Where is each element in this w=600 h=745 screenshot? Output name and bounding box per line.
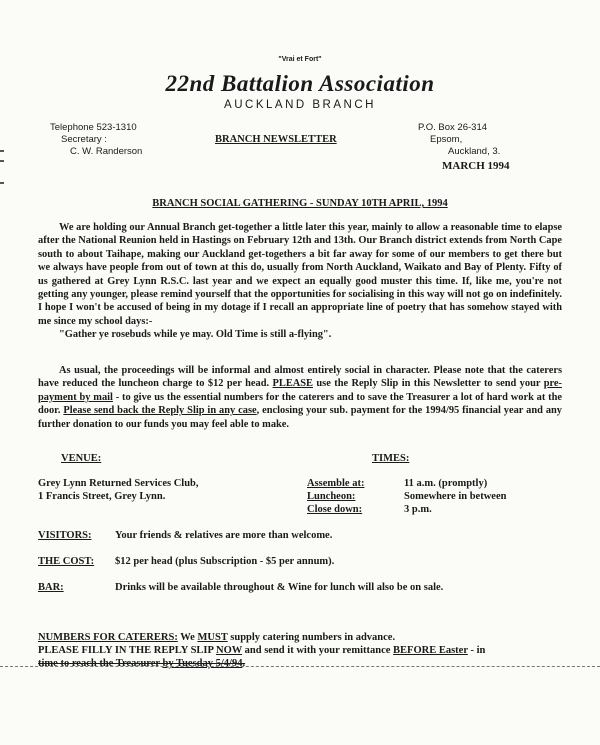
telephone: Telephone 523-1310: [50, 122, 137, 133]
prepayment-emphasis: pre-payment by mail: [38, 378, 562, 403]
caterers-line2-c: - in: [467, 645, 486, 656]
caterers-line-2: [38, 645, 485, 656]
po-suburb: Epsom,: [430, 134, 463, 145]
caterers-line-1: [38, 632, 395, 643]
venue-label: VENUE:: [61, 453, 102, 464]
po-city: Auckland, 3.: [448, 146, 501, 157]
margin-mark: [0, 160, 4, 162]
para2-text-b: use the Reply Slip in this Newsletter to send your: [312, 378, 544, 390]
caterers-label: NUMBERS FOR CATERERS:: [38, 632, 178, 643]
margin-mark: [0, 150, 4, 152]
close-down-value: 3 p.m.: [404, 504, 432, 515]
para2-text-c: - to give us the essential numbers for the caterers and to save the Treasurer a lot of hard work at the door.: [38, 391, 562, 417]
assemble-label: Assemble at:: [307, 478, 365, 489]
po-box: P.O. Box 26-314: [418, 122, 488, 133]
branch-name: AUCKLAND BRANCH: [224, 99, 376, 111]
poetry-quote: "Gather ye rosebuds while ye may. Old Time is still a-flying".: [59, 329, 332, 341]
before-easter-emphasis: BEFORE Easter: [393, 645, 468, 656]
times-label: TIMES:: [372, 453, 410, 464]
assemble-value: 11 a.m. (promptly): [404, 478, 488, 489]
cost-label: THE COST:: [38, 556, 95, 567]
send-back-emphasis: Please send back the Reply Slip in any case: [63, 405, 257, 417]
visitors-text: Your friends & relatives are more than welcome.: [115, 530, 333, 541]
now-emphasis: NOW: [215, 645, 243, 656]
secretary-name: C. W. Randerson: [70, 146, 143, 157]
luncheon-label: Luncheon:: [307, 491, 356, 502]
close-down-label: Close down:: [307, 504, 363, 515]
caterers-text-b: supply catering numbers in advance.: [227, 632, 396, 643]
proceedings-paragraph: [38, 364, 562, 431]
caterers-line2-b: and send it with your remittance: [242, 645, 394, 656]
bar-text: Drinks will be available throughout & Wine for lunch will also be on sale.: [115, 582, 444, 593]
caterers-line3-strike: time to reach the Treasurer: [38, 658, 163, 669]
gathering-heading: BRANCH SOCIAL GATHERING - SUNDAY 10TH APRIL, 1994: [152, 198, 448, 209]
visitors-label: VISITORS:: [38, 530, 92, 541]
secretary-label: Secretary :: [61, 134, 107, 145]
para2-text-d: , enclosing your sub. payment for the 1994/95 financial year and any further donation to our funds you may feel able to make.: [38, 405, 562, 430]
venue-line-1: Grey Lynn Returned Services Club,: [38, 478, 199, 489]
caterers-line2-a: PLEASE FILLY IN THE REPLY SLIP: [38, 645, 216, 656]
bar-label: BAR:: [38, 582, 64, 593]
tear-line: [0, 666, 600, 667]
association-title: 22nd Battalion Association: [165, 71, 435, 96]
caterers-text-a: We: [177, 632, 198, 643]
caterers-line-3: [38, 658, 245, 669]
para2-text-a: As usual, the proceedings will be informal and almost entirely social in character. Please note that the caterers have reduced the luncheon charge to $12 per head.: [38, 365, 562, 390]
caterers-line3-end: .: [242, 658, 246, 669]
tuesday-deadline: by Tuesday 5/4/94: [162, 658, 243, 669]
cost-text: $12 per head (plus Subscription - $5 per annum).: [115, 556, 335, 567]
please-emphasis: PLEASE: [272, 378, 313, 390]
paragraph-1: We are holding our Annual Branch get-together a little later this year, mainly to allow a reasonable time to elapse after the National Reunion held in Hastings on February 12th and 13th. Our Branch district extends from North Cape south to about Taihape, making our Auckland get-togethers a bit far away for some of our members to get there but we always have people from out of town at this do, usually from North Auckland, Waikato and Bay of Plenty. Fifty of us gathered at Grey Lynn R.S.C. last year and we expect an equally good muster this time. If, like me, you're not getting any younger, please remind yourself that the opportunities for socialising in this way will not go on indefinitely. I hope I won't be accused of being in my dotage if I recall an appropriate line of poetry that has somehow stayed with me since my school days:-: [38, 222, 562, 327]
intro-paragraph: [38, 221, 562, 342]
newsletter-title: BRANCH NEWSLETTER: [215, 134, 337, 145]
luncheon-value: Somewhere in between: [404, 491, 507, 502]
venue-line-2: 1 Francis Street, Grey Lynn.: [38, 491, 166, 502]
must-emphasis: MUST: [197, 632, 228, 643]
motto: "Vrai et Fort": [278, 56, 322, 63]
margin-mark: [0, 182, 4, 184]
issue-date: MARCH 1994: [442, 160, 510, 172]
